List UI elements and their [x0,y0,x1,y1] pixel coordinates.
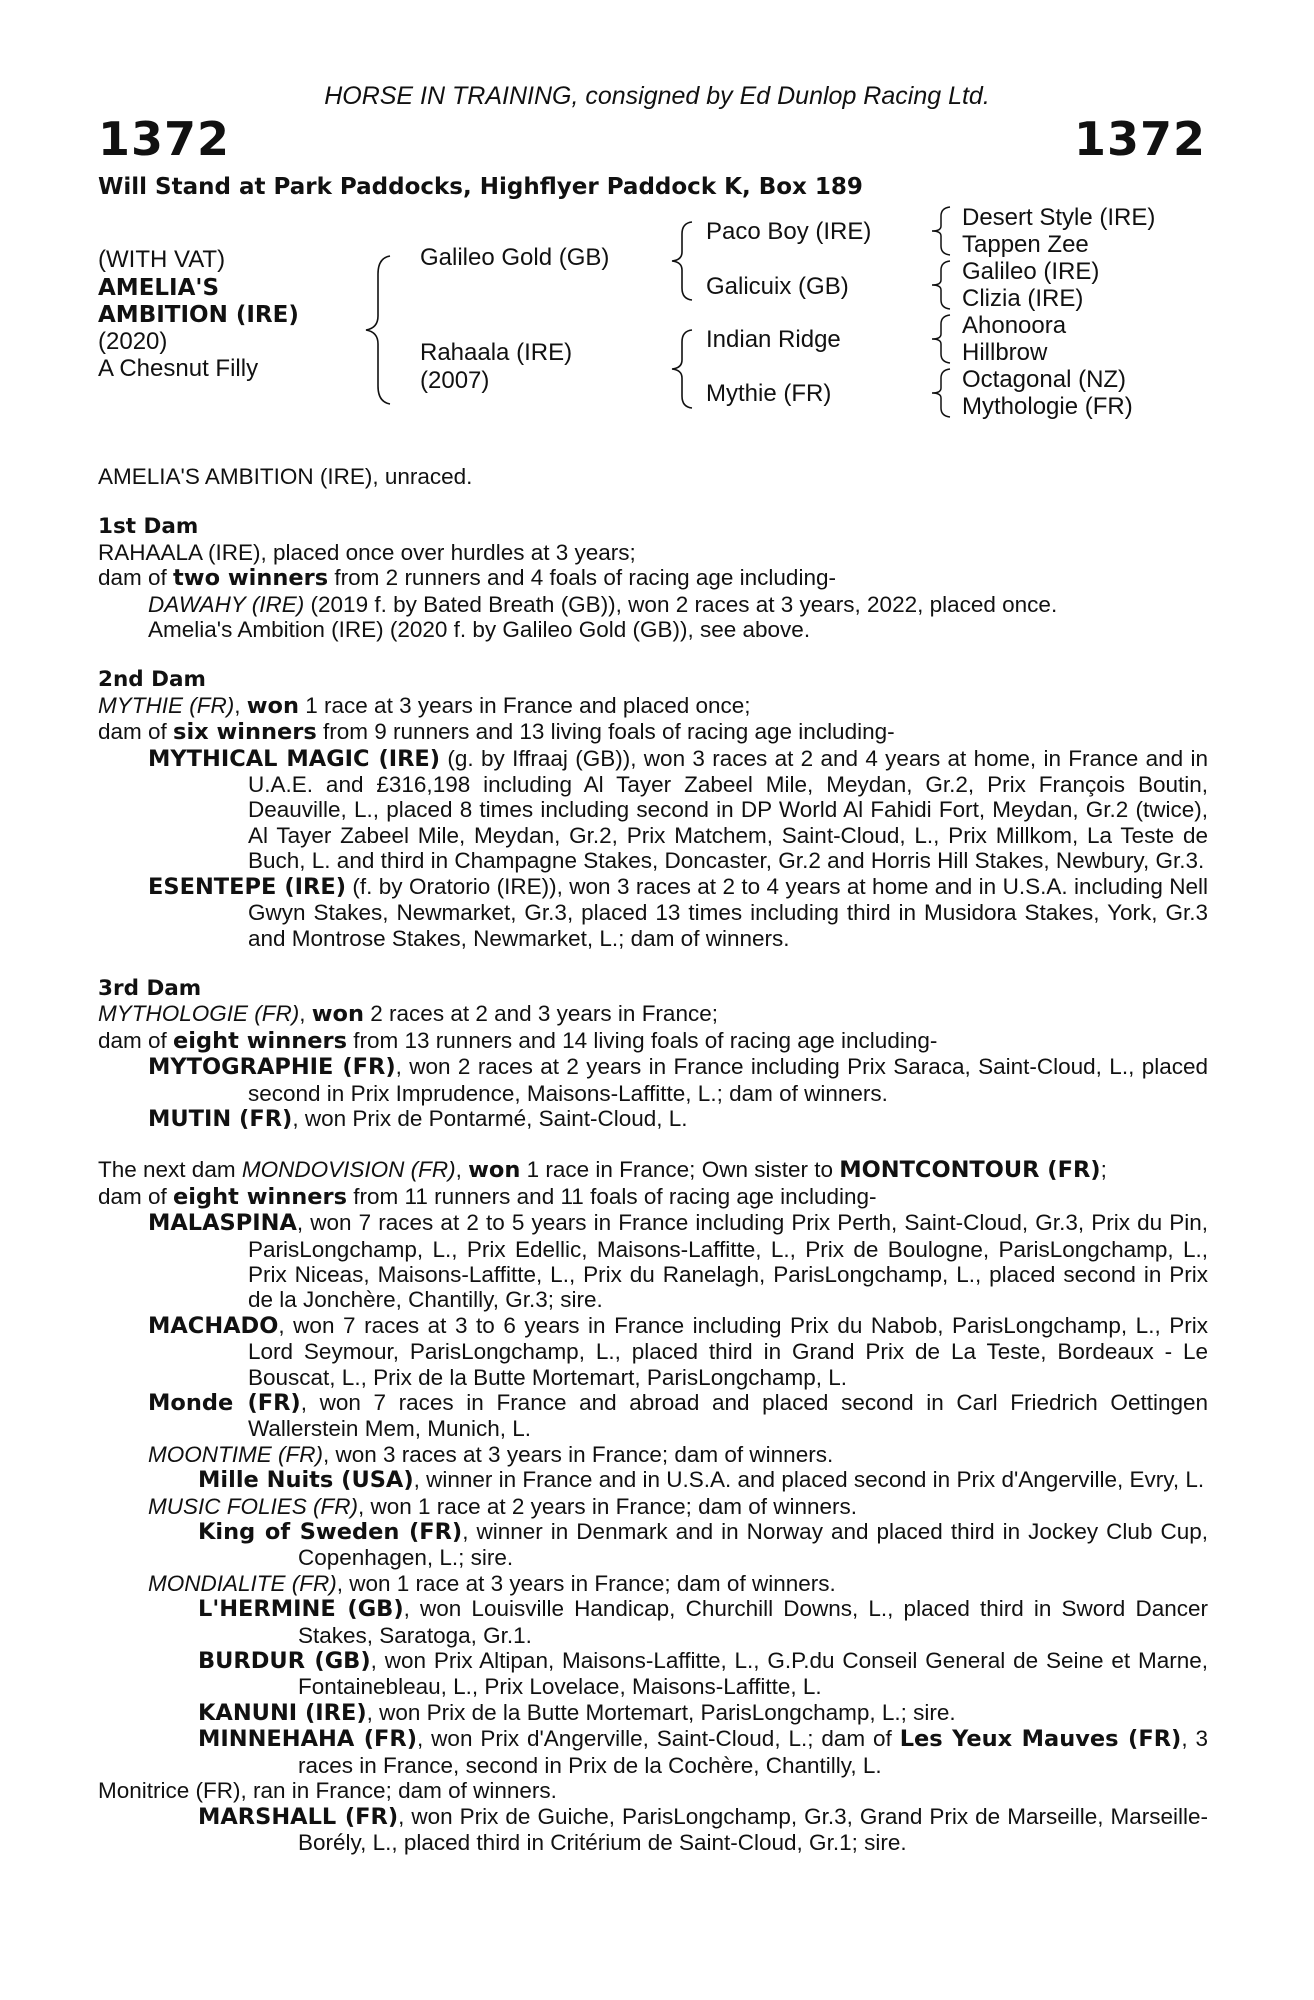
pedigree-sire: Galileo Gold (GB) [420,244,610,271]
pedigree-sire-dam: Galicuix (GB) [706,273,849,300]
pedigree-dd-sire: Octagonal (NZ) [962,366,1127,393]
horse-name-line1: AMELIA'S [98,275,220,301]
pedigree-ds-sire: Ahonoora [962,312,1067,339]
progeny-entry: Monde (FR), won 7 races in France and abroad and placed second in Carl Friedrich Oettingen Wallerstein Mem, Munich, L. [148,1390,1209,1442]
progeny-entry: ESENTEPE (IRE) (f. by Oratorio (IRE)), won 3 races at 2 to 4 years at home and in U.S.A. including Nell Gwyn Stakes, Newmarket, Gr.3, placed 13 times including third in Musidora Stakes, York, Gr.3 and Montrose Stakes, Newmarket, L.; dam of winners. [148,873,1208,951]
lot-number-right: 1372 [1073,112,1206,166]
pedigree-dam-dam: Mythie (FR) [706,380,832,407]
pedigree-dam: Rahaala (IRE) [420,339,573,366]
progeny-name: MYTHICAL MAGIC (IRE) [148,745,441,772]
pedigree-ss-dam: Tappen Zee [962,231,1089,258]
third-dam-line1: MYTHOLOGIE (FR), won 2 races at 2 and 3 years in France; [98,1001,718,1028]
grand-progeny-entry: KANUNI (IRE), won Prix de la Butte Mortemart, ParisLongchamp, L.; sire. [198,1699,956,1726]
first-dam-line2: dam of two winners from 2 runners and 4 foals of racing age including- [98,565,836,592]
grand-progeny-entry: L'HERMINE (GB), won Louisville Handicap, Churchill Downs, L., placed third in Sword Dancer Stakes, Saratoga, Gr.1. [198,1596,1208,1648]
next-dam-line1: The next dam MONDOVISION (FR), won 1 race in France; Own sister to MONTCONTOUR (FR); [98,1157,1107,1184]
pedigree-ss-sire: Desert Style (IRE) [962,204,1156,231]
progeny-entry: MALASPINA, won 7 races at 2 to 5 years in France including Prix Perth, Saint-Cloud, Gr.3, Prix du Pin, ParisLongchamp, L., Prix Edellic, Maisons-Laffitte, L., Prix de Boulogne, ParisLongchamp, L., Prix Niceas, Maisons-Laffitte, L., Prix du Ranelagh, ParisLongchamp, L., placed second in Prix de la Jonchère, Chantilly, Gr.3; sire. [148,1210,1208,1313]
pedigree-dam-sire: Indian Ridge [706,326,841,353]
pedigree-ds-dam: Hillbrow [962,339,1048,366]
horse-year: (2020) [98,328,168,355]
pedigree-brace-dd [928,366,958,420]
grand-progeny-entry: King of Sweden (FR), winner in Denmark and in Norway and placed third in Jockey Club Cup, Copenhagen, L.; sire. [198,1519,1209,1571]
progeny-name: MYTOGRAPHIE (FR) [148,1054,396,1081]
pedigree-brace-ds [928,312,958,366]
stand-location: Will Stand at Park Paddocks, Highflyer Paddock K, Box 189 [98,174,863,200]
progeny-entry: DAWAHY (IRE) (2019 f. by Bated Breath (GB)), won 2 races at 3 years, 2022, placed once. [148,591,1058,617]
progeny-entry: Amelia's Ambition (IRE) (2020 f. by Galileo Gold (GB)), see above. [148,617,811,643]
third-dam-line2: dam of eight winners from 13 runners and 14 living foals of racing age including- [98,1027,938,1054]
consignor-line: HORSE IN TRAINING, consigned by Ed Dunlop Racing Ltd. [324,82,990,110]
first-dam-heading: 1st Dam [98,514,199,540]
grand-progeny-entry: MINNEHAHA (FR), won Prix d'Angerville, Saint-Cloud, L.; dam of Les Yeux Mauves (FR), 3 races in France, second in Prix de la Cochère, Chantilly, L. [198,1726,1208,1778]
pedigree-brace-dam [668,326,704,412]
catalogue-body [98,464,1208,1855]
summary-line: AMELIA'S AMBITION (IRE), unraced. [98,464,473,489]
horse-name-line2: AMBITION (IRE) [98,302,299,328]
progeny-entry: MUSIC FOLIES (FR), won 1 race at 2 years in France; dam of winners. [148,1493,857,1519]
grand-progeny-entry: Mille Nuits (USA), winner in France and in U.S.A. and placed second in Prix d'Angerville, Evry, L. [198,1467,1205,1494]
pedigree-brace-sire [668,218,704,304]
grand-progeny-entry: BURDUR (GB), won Prix Altipan, Maisons-Laffitte, L., G.P.du Conseil General de Seine et Marne, Fontainebleau, L., Prix Lovelace, Maisons-Laffitte, L. [198,1648,1208,1700]
second-dam-line2: dam of six winners from 9 runners and 13 living foals of racing age including- [98,719,895,746]
progeny-name: ESENTEPE (IRE) [148,873,346,900]
pedigree-brace-sd [928,258,958,312]
pedigree-brace-gen1 [360,250,410,410]
progeny-name: MUTIN (FR) [148,1105,293,1132]
pedigree-sire-sire: Paco Boy (IRE) [706,218,872,245]
first-dam-line1: RAHAALA (IRE), placed once over hurdles at 3 years; [98,539,636,565]
vat-note: (WITH VAT) [98,246,226,273]
pedigree-sd-dam: Clizia (IRE) [962,285,1084,312]
progeny-entry: Monitrice (FR), ran in France; dam of winners. [98,1778,557,1804]
progeny-entry: MOONTIME (FR), won 3 races at 3 years in France; dam of winners. [148,1441,834,1467]
progeny-entry: MACHADO, won 7 races at 3 to 6 years in France including Prix du Nabob, ParisLongchamp, L., Prix Lord Seymour, ParisLongchamp, L., placed third in Grand Prix de La Teste, Bordeaux - Le Bouscat, L., Prix de la Butte Mortemart, ParisLongchamp, L. [148,1312,1208,1390]
progeny-entry: MYTHICAL MAGIC (IRE) (g. by Iffraaj (GB)), won 3 races at 2 and 4 years at home, in France and in U.A.E. and £316,198 including Al Tayer Zabeel Mile, Meydan, Gr.2, Prix François Boutin, Deauville, L., placed 8 times including second in DP World Al Fahidi Fort, Meydan, Gr.2 (twice), Al Tayer Zabeel Mile, Meydan, Gr.2, Prix Matchem, Saint-Cloud, L., Prix Millkom, La Teste de Buch, L. and third in Champagne Stakes, Doncaster, Gr.2 and Horris Hill Stakes, Newbury, Gr.3. [148,745,1208,874]
horse-description: A Chesnut Filly [98,355,259,382]
second-dam-line1: MYTHIE (FR), won 1 race at 3 years in France and placed once; [98,692,751,719]
pedigree-dd-dam: Mythologie (FR) [962,393,1133,420]
next-dam-line2: dam of eight winners from 11 runners and 11 foals of racing age including- [98,1183,877,1210]
grand-progeny-entry: MARSHALL (FR), won Prix de Guiche, ParisLongchamp, Gr.3, Grand Prix de Marseille, Marseille-Borély, L., placed third in Critérium de Saint-Cloud, Gr.1; sire. [198,1803,1208,1855]
winners-count: two winners [173,565,329,592]
progeny-entry: MYTOGRAPHIE (FR), won 2 races at 2 years in France including Prix Saraca, Saint-Cloud, L., placed second in Prix Imprudence, Maisons-Laffitte, L.; dam of winners. [148,1054,1208,1106]
pedigree-brace-ss [928,204,958,258]
progeny-name: DAWAHY (IRE) [148,591,305,617]
progeny-entry: MUTIN (FR), won Prix de Pontarmé, Saint-Cloud, L. [148,1105,688,1132]
pedigree-dam-year: (2007) [420,367,490,394]
third-dam-heading: 3rd Dam [98,975,202,1001]
lot-number-left: 1372 [98,112,231,166]
second-dam-heading: 2nd Dam [98,667,206,693]
pedigree-sd-sire: Galileo (IRE) [962,258,1100,285]
progeny-entry: MONDIALITE (FR), won 1 race at 3 years in France; dam of winners. [148,1570,836,1596]
